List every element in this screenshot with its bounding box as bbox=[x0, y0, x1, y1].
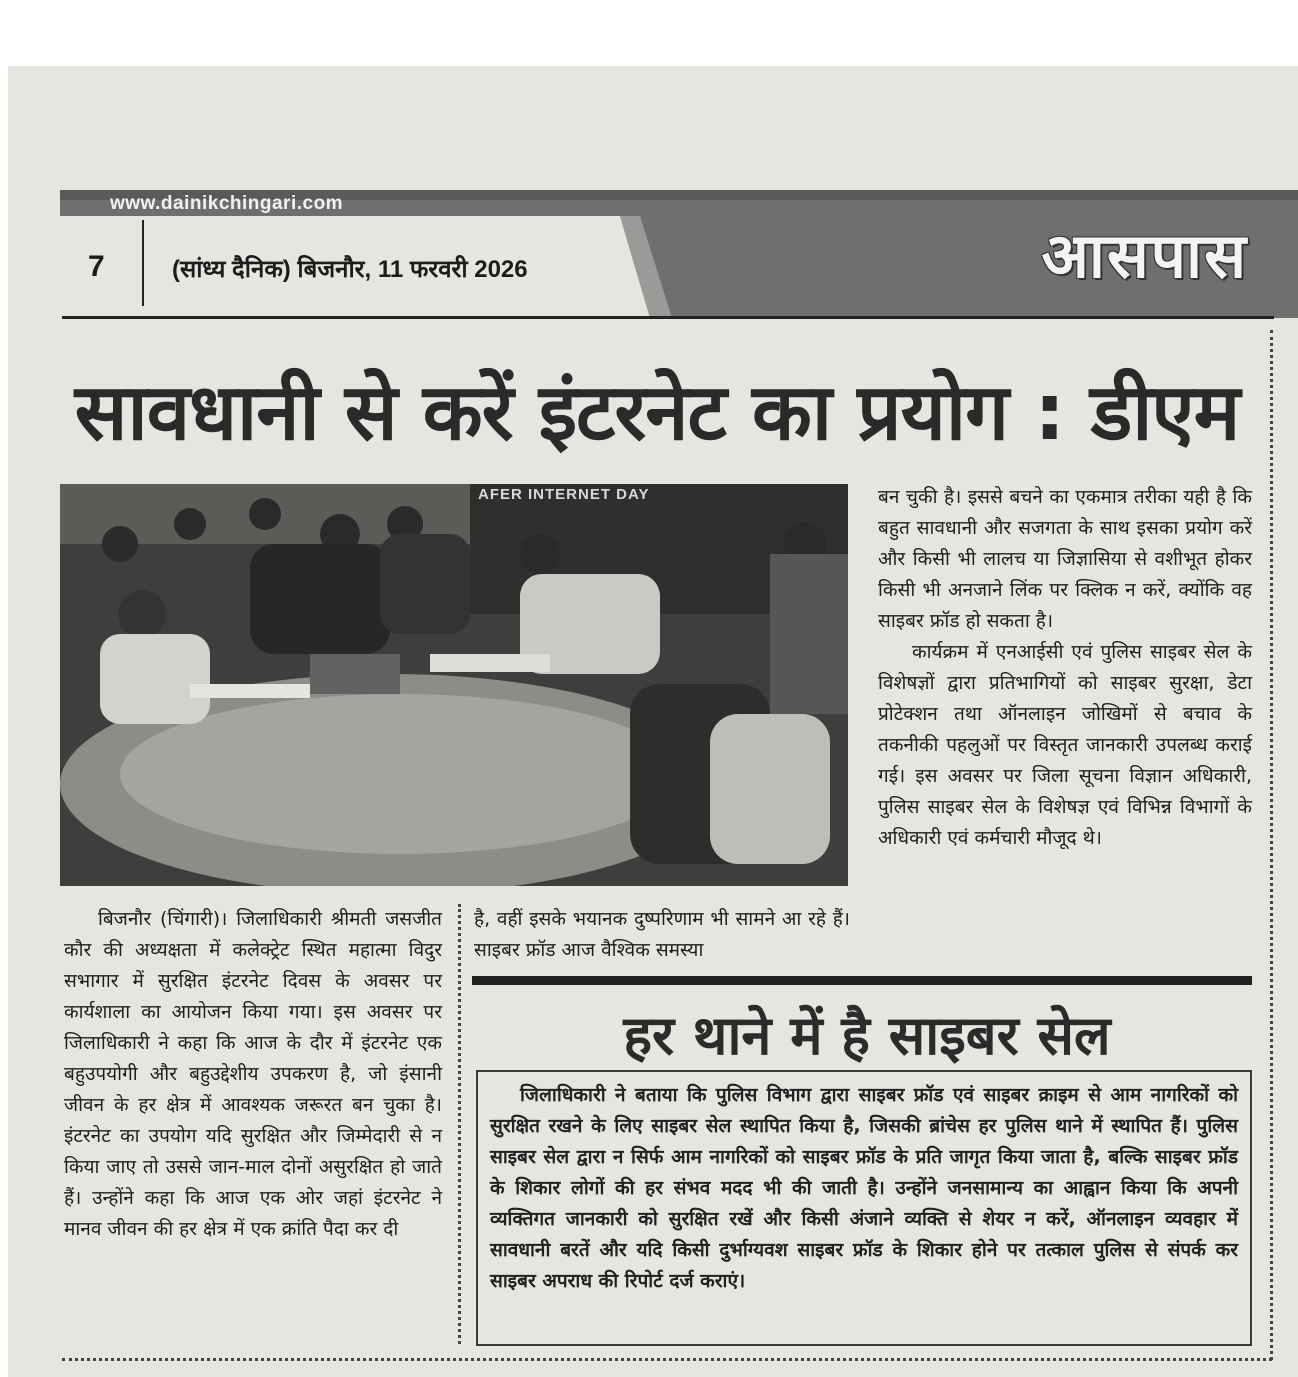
photo-banner-text: AFER INTERNET DAY bbox=[478, 486, 650, 503]
article-column-3-para-1: बन चुकी है। इससे बचने का एकमात्र तरीका यही है कि बहुत सावधानी और सजगता के साथ इसका प्रयोग करें और किसी भी लालच या जिज्ञासिया से वशीभूत होकर किसी भी अनजाने लिंक पर क्लिक न करें, क्योंकि वह साइबर फ्रॉड हो सकता है। bbox=[878, 486, 1252, 632]
right-dotted-rule bbox=[1270, 330, 1273, 1360]
sidebar-story-text: जिलाधिकारी ने बताया कि पुलिस विभाग द्वारा साइबर फ्रॉड एवं साइबर क्राइम से आम नागरिकों को सुरक्षित रखने के लिए साइबर सेल स्थापित किया है, जिसकी ब्रांचेस हर पुलिस थाने में स्थापित हैं। पुलिस साइबर सेल द्वारा न सिर्फ आम नागरिकों को साइबर फ्रॉड के प्रति जागृत किया जाता है, बल्कि साइबर फ्रॉड के शिकार लोगों की हर संभव मदद भी की जाती है। उन्होंने जनसामान्य का आह्वान किया कि अपनी व्यक्तिगत जानकारी को सुरक्षित रखें और किसी अंजाने व्यक्ति से शेयर न करें, ऑनलाइन व्यवहार में सावधानी बरतें और यदि किसी दुर्भाग्यवश साइबर फ्रॉड के शिकार होने पर तत्काल पुलिस से संपर्क कर साइबर अपराध की रिपोर्ट दर्ज कराएं। bbox=[490, 1084, 1238, 1292]
sidebar-story-box bbox=[476, 1070, 1252, 1346]
article-column-2 bbox=[474, 904, 850, 966]
bottom-dotted-rule bbox=[62, 1358, 1272, 1361]
section-label: आसपास bbox=[1041, 219, 1248, 292]
main-headline: सावधानी से करें इंटरनेट का प्रयोग : डीएम bbox=[74, 368, 1240, 458]
header-rule bbox=[62, 316, 1274, 319]
article-column-3 bbox=[878, 482, 1252, 854]
page-number-divider bbox=[142, 220, 144, 306]
sidebar-top-rule bbox=[472, 976, 1252, 985]
article-column-1 bbox=[64, 904, 442, 1245]
page-number: 7 bbox=[88, 250, 105, 283]
article-column-2-text: है, वहीं इसके भयानक दुष्परिणाम भी सामने आ रहे हैं। साइबर फ्रॉड आज वैश्विक समस्या bbox=[474, 908, 850, 961]
article-column-3-para-2: कार्यक्रम में एनआईसी एवं पुलिस साइबर सेल के विशेषज्ञों द्वारा प्रतिभागियों को साइबर सुरक्षा, डेटा प्रोटेक्शन तथा ऑनलाइन जोखिमों से बचाव के तकनीकी पहलुओं पर विस्तृत जानकारी उपलब्ध कराई गई। इस अवसर पर जिला सूचना विज्ञान अधिकारी, पुलिस साइबर सेल के विशेषज्ञ एवं विभिन्न विभागों के अधिकारी एवं कर्मचारी मौजूद थे। bbox=[878, 641, 1252, 849]
website-url: www.dainikchingari.com bbox=[110, 193, 344, 214]
news-photo bbox=[60, 484, 848, 886]
article-column-1-text: बिजनौर (चिंगारी)। जिलाधिकारी श्रीमती जसजीत कौर की अध्यक्षता में कलेक्ट्रेट स्थित महात्मा विदुर सभागार में सुरक्षित इंटरनेट दिवस के अवसर पर कार्यशाला का आयोजन किया गया। इस अवसर पर जिलाधिकारी ने कहा कि आज के दौर में इंटरनेट एक बहुउपयोगी और बहुउद्देशीय उपकरण है, जो इंसानी जीवन के हर क्षेत्र में आवश्यक जरूरत बन चुका है। इंटरनेट का उपयोग यदि सुरक्षित और जिम्मेदारी से न किया जाए तो उससे जान-माल दोनों असुरक्षित हो जाते हैं। उन्होंने कहा कि आज एक ओर जहां इंटरनेट ने मानव जीवन की हर क्षेत्र में एक क्रांति पैदा कर दी bbox=[64, 908, 443, 1240]
column-dotted-divider bbox=[458, 904, 461, 1344]
sidebar-headline: हर थाने में है साइबर सेल bbox=[623, 1004, 1111, 1067]
dateline: (सांध्य दैनिक) बिजनौर, 11 फरवरी 2026 bbox=[172, 256, 528, 283]
